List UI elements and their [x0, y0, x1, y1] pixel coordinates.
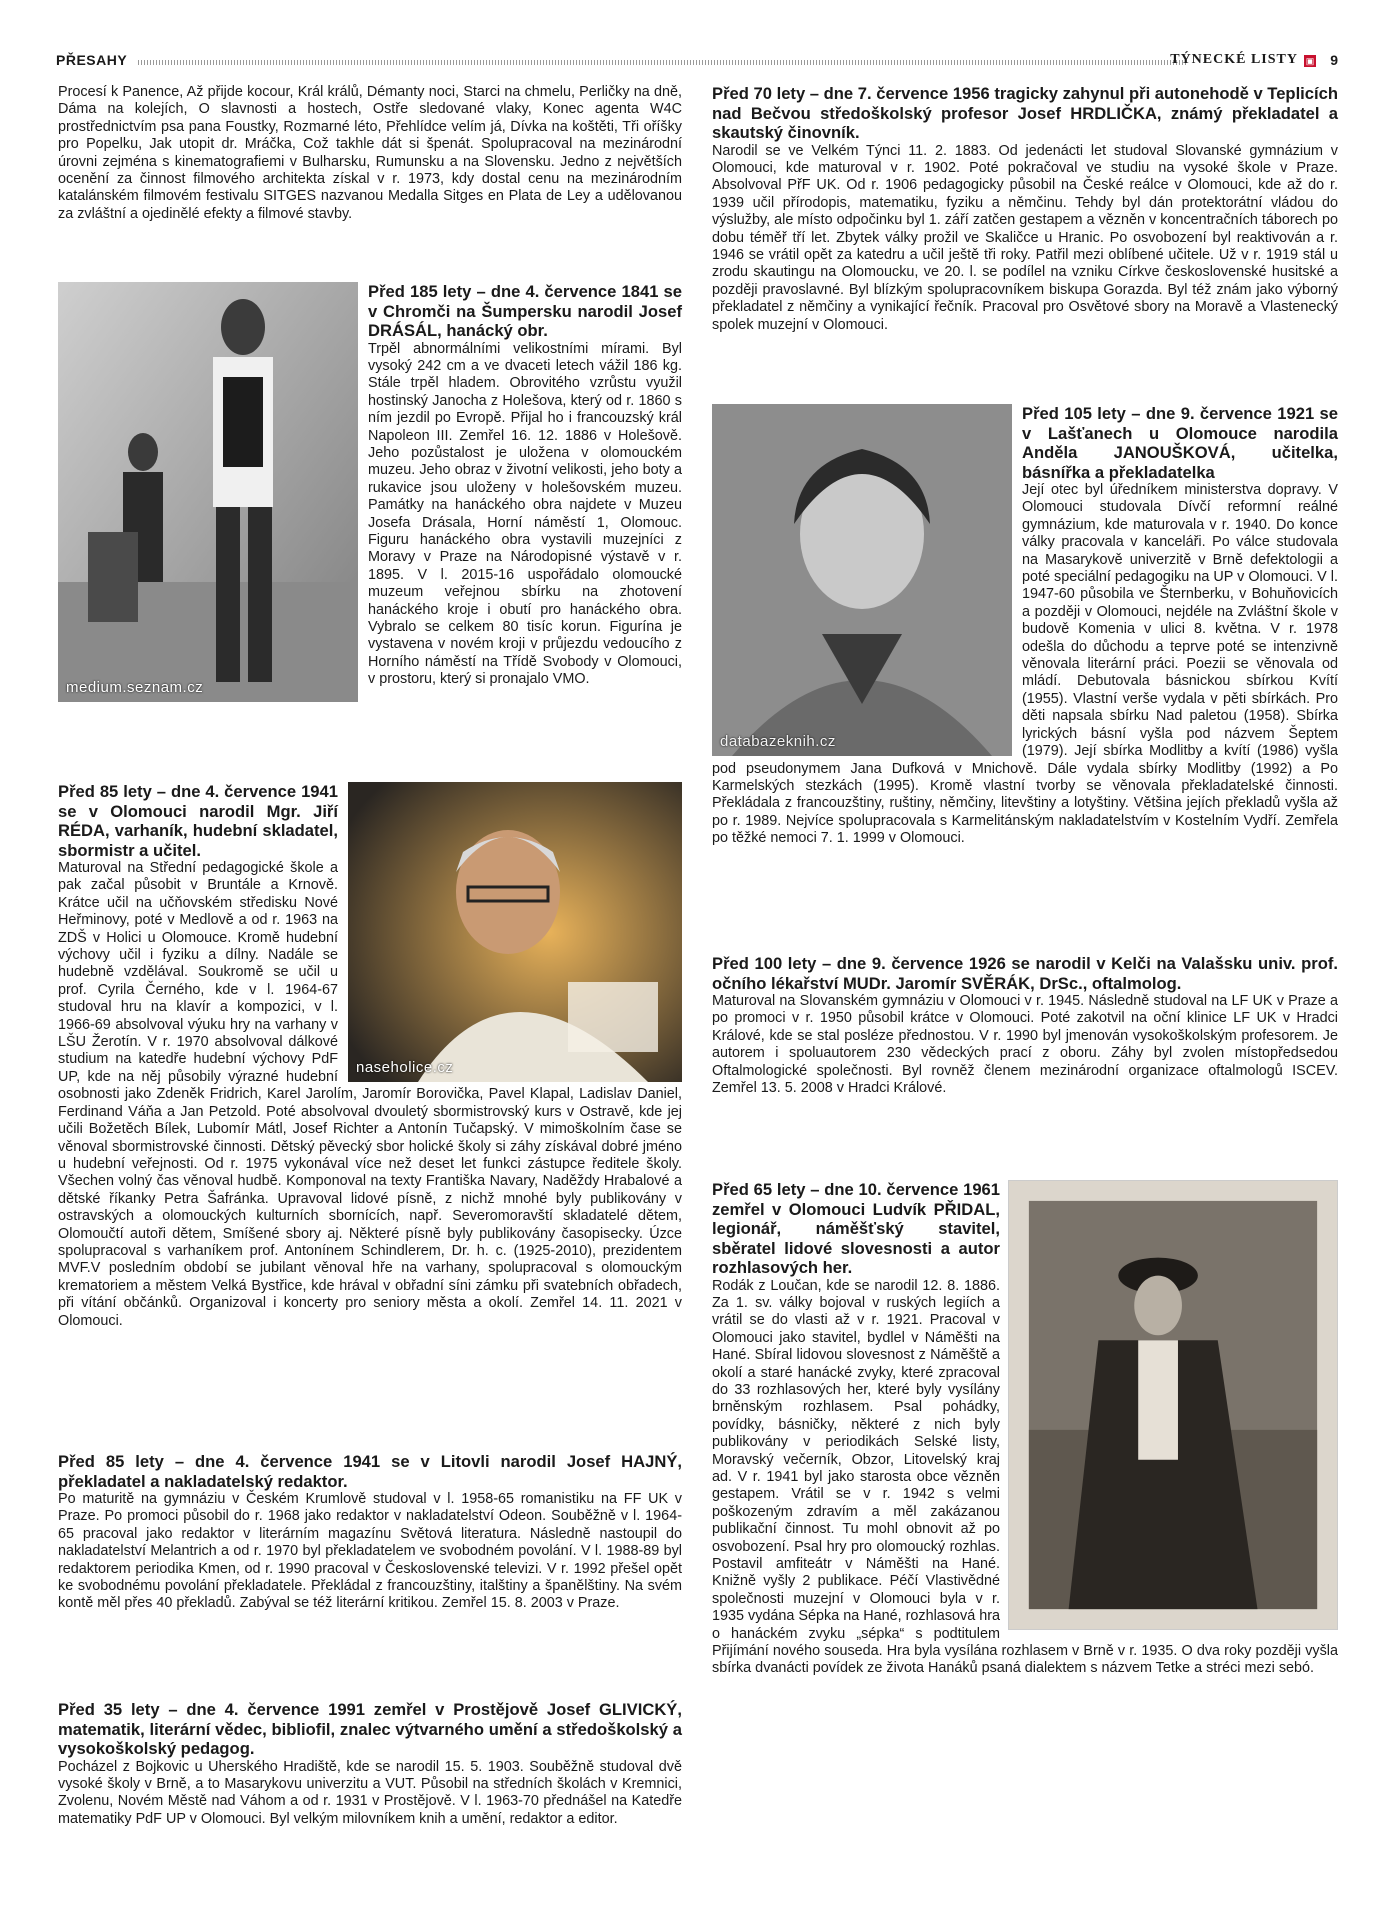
glivicky-text: Pocházel z Bojkovic u Uherského Hradiště, kde se narodil 15. 5. 1903. Souběžně studoval dvě vysoké školy v Brně, a to Masarykovu univerzitu a VUT. Působil na středních školách v Kremnici, Zvolenu, Novém Městě nad Váhom a od r. 1931 v Prostějově. V l. 1963-70 přednášel na Katedře matematiky PdF UP v Olomouci. Byl velkým milovníkem knih a umění, redaktor a editor. — [58, 1758, 682, 1827]
hrdlicka-article — [712, 84, 1338, 334]
drasal-photo — [58, 282, 358, 702]
sverak-article — [712, 954, 1338, 1097]
brand-title: TÝNECKÉ LISTY — [1170, 52, 1298, 67]
sverak-heading: Před 100 lety – dne 9. července 1926 se narodil v Kelči na Valašsku univ. prof. očního lékařství MUDr. Jaromír SVĚRÁK, DrSc., oftalmolog. — [712, 954, 1338, 993]
page-header — [56, 52, 1338, 72]
photo-spacer — [712, 404, 1022, 756]
intro-text: Procesí k Panence, Až přijde kocour, Král králů, Démanty noci, Starci na chmelu, Perličky na dně, Dáma na kolejích, O slavnosti a hostech, Ostře sledované vlaky, Konec agenta W4C prostřednictvím psa pana Foustky, Rozmarné léto, Přehlídce velím já, Dívka na koštěti, Tři oříšky pro Popelku, Jak utopit dr. Mráčka, Což takhle dát si špenát. Spolupracoval na mezinárodní úrovni zejména s kinematografiemi v Bulharsku, Rumunsku a na Slovensku. Jedno z největších ocenění za činnost filmového architekta získal v r. 1973, kdy dostal cenu na mezinárodním katalánském filmovém festivalu SITGES nazvanou Medalla Sitges en Plata de Ley a udělovanou za zvláštní a ojedinělé efekty a filmové stavby. — [58, 84, 682, 222]
janouskova-article — [712, 404, 1338, 848]
hajny-heading: Před 85 lety – dne 4. července 1941 se v Litovli narodil Josef HAJNÝ, překladatel a nakladatelský redaktor. — [58, 1452, 682, 1491]
intro-article — [58, 84, 682, 223]
janouskova-text: Její otec byl úředníkem ministerstva dopravy. V Olomouci studovala Dívčí reformní reálné gymnázium, kde maturovala v r. 1940. Do konce války pracovala v kanceláři. Po válce studovala na Masarykově univerzitě v Brně defektologii a poté speciální pedagogiku na UP v Olomouci. V l. 1947-60 působila ve Šternberku, v Bohuňovicích a později v Olomouci, nejdéle na Zvláštní škole v budově Komenia v ulici 8. května. V r. 1978 odešla do důchodu a teprve poté se intenzivně věnovala literární práci. Poezii se věnovala od mládí. Debutovala básnickou sbírkou Kvítí (1955). Vlastní verše vydala v pěti sbírkách. Pro děti napsala sbírku Nad paletou (1958). Sbírka lyrických básní vyšla pod názvem Šeptem (1979). Její sbírka Modlitby a kvítí (1986) vyšla pod pseudonymem Jana Dufková v Mnichově. Dále vydala sbírky Modlitby (1992) a Po Karmelských stezkách (1995). Kromě vlastní tvorby se věnovala překladatelské činnosti. Překládala z francouzštiny, ruštiny, němčiny, litevštiny a lotyštiny. Většina jejích překladů vyšla až po r. 1989. Nejvíce spolupracovala s Karmelitánským nakladatelstvím v Kostelním Vydří. Zemřela po těžké nemoci 7. 1. 1999 v Olomouci. — [712, 482, 1338, 847]
pridal-text: Rodák z Loučan, kde se narodil 12. 8. 1886. Za 1. sv. války bojoval v ruských legiích a vrátil se do vlasti až v r. 1921. Pracoval v Olomouci jako stavitel, bydlel v Náměšti na Hané. Sbíral lidovou slovesnost z Náměště a okolí a staré hanácké zvyky, které zpracoval do 33 rozhlasových her, které byly vysílány brněnským rozhlasem. Psal pohádky, povídky, básničky, některé z nich byly publikovány v periodikách Selské listy, Moravský večerník, Obzor, Litovelský kraj ad. V r. 1941 byl jako starosta obce vězněn gestapem. Vrátil se v r. 1942 s velmi poškozeným zdravím a měl zakázanou publikační činnost. Tu mohl obnovit až po osvobození. Psal hry pro olomoucký rozhlas. Postavil amfiteátr v Náměšti na Hané. Knižně vyšly 2 publikace. Péčí Vlastivědné společnosti muzejní v Olomouci byla v r. 1935 vydána Sépka na Hané, rozhlasová hra o hanáckém zvyku „sépka“ s podtitulem Přijímání nového souseda. Hra byla vysílána rozhlasem v Brně v r. 1935. O dva roky později vyšla sbírka dvanácti povídek ze života Hanáků psaná dialektem s názvem Tetke a stréci mezi sebó. — [712, 1277, 1338, 1677]
reda-article — [58, 782, 682, 1330]
glivicky-article — [58, 1700, 682, 1828]
reda-photo-credit: naseholice.cz — [356, 1059, 454, 1076]
drasal-photo-image — [58, 282, 358, 702]
drasal-photo-credit: medium.seznam.cz — [66, 679, 204, 696]
header-rule — [138, 60, 1188, 65]
drasal-article — [368, 282, 682, 689]
hrdlicka-text: Narodil se ve Velkém Týnci 11. 2. 1883. Od jedenácti let studoval Slovanské gymnázium v Olomouci, kde maturoval v r. 1902. Poté pokračoval ve studiu na vysoké škole v Praze. Absolvoval PřF UK. Od r. 1906 pedagogicky působil na České reálce v Olomouci, kde až do r. 1939 učil přírodopis, matematiku, fyziku a němčinu. Tehdy byl dán protektorátní vládou do výslužby, ale místo odpočinku byl 1. září zatčen gestapem a vězněn v koncentračních táborech po dobu téměř tří let. Zbytek války prožil ve Skaličce u Hranic. Po osvobození byl reaktivován a r. 1946 se vrátil opět za katedru a učil ještě tři roky. Patřil mezi oblíbené učitele. Už v r. 1919 stál u zrodu skautingu na Olomoucku, ve 20. l. se podílel na vzniku Církve československé husitské a později pravoslavné. Byl blízkým spolupracovníkem biskupa Gorazda. Byl též znám jako výborný překladatel z němčiny a vynikající řečník. Pracoval pro Osvětové sbory na Moravě a Vlastenecký spolek muzejní v Olomouci. — [712, 142, 1338, 333]
photo-spacer — [1000, 1180, 1338, 1630]
hajny-article — [58, 1452, 682, 1613]
hajny-text: Po maturitě na gymnáziu v Českém Krumlově studoval v l. 1958-65 romanistiku na FF UK v Praze. Po promoci působil do r. 1968 jako redaktor v nakladatelství Odeon. Souběžně v l. 1964-65 pracoval jako redaktor v literárním magazínu Světová literatura. Následně nastoupil do nakladatelství Melantrich a od r. 1970 byl překladatelem ve svobodném povolání. V l. 1988-89 byl redaktorem periodika Kmen, od r. 1990 pracoval v Československé televizi. V r. 1992 přešel opět ke svobodnému povolání překladatele. Překládal z francouzštiny, italštiny a španělštiny. Na svém kontě měl přes 40 překladů. Zabýval se též literární kritikou. Zemřel 15. 8. 2003 v Praze. — [58, 1491, 682, 1612]
reda-text: Maturoval na Střední pedagogické škole a pak začal působit v Bruntále a Krnově. Krátce učil na učňovském středisku Nové Heřminovy, poté v Medlově a od r. 1963 na ZDŠ v Holici u Olomouce. Kromě hudební výchovy učil i fyziku a dílny. Nadále se hudebně vzdělával. Soukromě se učil u prof. Cyrila Černého, kde v l. 1964-67 studoval hru na klavír a kompozici, v l. 1966-69 absolvoval výuku hry na varhany v LŠU Žerotín. V r. 1970 absolvoval dálkové studium na katedře hudební výchovy PdF UP, kde na něj působily výrazné hudební osobnosti jako Zdeněk Fridrich, Karel Jarolím, Jaromír Borovička, Pavel Klapal, Ladislav Daniel, Ferdinand Váňa a Jan Petzold. Poté absolvoval dvouletý sbormistrovský kurs v Ostravě, kde jej učili Božetěch Bílek, Lubomír Mátl, Josef Richter a Antonín Tučapský. V mimoškolním čase se věnoval sbormistrovské činnosti. Dětský pěvecký sbor holické školy si záhy získával dobré jméno u hudební veřejnosti. Od r. 1975 vykonával více než deset let funkci zástupce ředitele školy. Všechen volný čas věnoval hudbě. Komponoval na texty Františka Navary, Naděždy Hrabalové a dětské říkanky Petra Šafránka. Upravoval lidové písně, z nichž mnohé byly publikovány v ostravských a olomouckých kulturních sbornících, např. Severomoravští skladatelé dětem, Olomoučtí autoři dětem, Smíšené sbory aj. Některé písně byly publikovány časopisecky. Úzce spolupracoval s varhaníkem prof. Antonínem Schindlerem, Dr. h. c. (1925-2010), prezidentem MVF.V posledním období se jubilant věnoval hře na varhany, spolupracoval s olomouckým krematoriem a městem Velká Bystřice, kde hrával v obřadní síni zámku při svatebních obřadech, při vítání občánků. Organizoval i koncerty pro seniory města a okolí. Zemřel 14. 11. 2021 v Olomouci. — [58, 860, 682, 1329]
glivicky-heading: Před 35 lety – dne 4. července 1991 zemřel v Prostějově Josef GLIVICKÝ, matematik, literární vědec, bibliofil, znalec výtvarného umění a středoškolský a vysokoškolský pedagog. — [58, 1700, 682, 1758]
sverak-text: Maturoval na Slovanském gymnáziu v Olomouci v r. 1945. Následně studoval na LF UK v Praze a po promoci v r. 1950 působil krátce v Olomouci. Poté zakotvil na oční klinice LF UK v Hradci Králové, kde se stal posléze přednostou. V r. 1990 byl jmenován vysokoškolským profesorem. Je autorem i spoluautorem 230 vědeckých prací z oboru. Záhy byl zvolen místopředsedou Oftalmologické společnosti. Byl rovněž členem mezinárodní organizace oftalmologů ISCEV. Zemřel 13. 5. 2008 v Hradci Králové. — [712, 993, 1338, 1097]
pridal-article — [712, 1180, 1338, 1678]
reda-heading: Před 85 lety – dne 4. července 1941 se v Olomouci narodil Mgr. Jiří RÉDA, varhaník, hudební skladatel, sbormistr a učitel. — [58, 782, 338, 860]
janouskova-photo-credit: databazeknih.cz — [720, 733, 836, 750]
pridal-heading: Před 65 lety – dne 10. července 1961 zemřel v Olomouci Ludvík PŘIDAL, legionář, náměšťský stavitel, sběratel lidové slovesnosti a autor rozhlasových her. — [712, 1180, 1000, 1277]
brand-logo-icon: ▣ — [1305, 56, 1315, 66]
drasal-text: Trpěl abnormálními velikostními mírami. Byl vysoký 242 cm a ve dvaceti letech vážil 186 kg. Stále trpěl hladem. Obrovitého vzrůstu využil hostinský Janocha z Holešova, který od r. 1860 s ním jezdil po Evropě. Přijal ho i francouzský král Napoleon III. Zemřel 16. 12. 1886 v Holešově. Jeho pozůstalost je uložena v olomouckém muzeu. Jeho obraz v životní velikosti, jeho boty a rukavice jsou uloženy v holešovském muzeu. Památky na hanáckého obra najdete v Muzeu Josefa Drásala, Horní náměstí 1, Olomouc. Figuru hanáckého obra vystavili muzejníci z Moravy v Praze na Národopisné výstavě v r. 1895. V l. 2015-16 uspořádalo olomoucké muzeum veřejnou sbírku na zhotovení hanáckého kroje i obutí pro hanáckého obra. Vybralo se celkem 80 tisíc korun. Figurína je vystavena v novém kroji v průjezdu vedoucího z Horního náměstí na Třídě Svobody v Olomouci, v prostoru, který si pronajalo VMO. — [368, 340, 682, 688]
janouskova-heading: Před 105 lety – dne 9. července 1921 se v Lašťanech u Olomouce narodila Anděla JANOUŠKOVÁ, učitelka, básnířka a překladatelka — [1022, 404, 1338, 482]
section-title: PŘESAHY — [56, 52, 128, 68]
photo-spacer — [338, 782, 682, 1082]
page-number: 9 — [1330, 52, 1338, 68]
drasal-heading: Před 185 lety – dne 4. července 1841 se v Chromči na Šumpersku narodil Josef DRÁSÁL, hanácký obr. — [368, 282, 682, 340]
hrdlicka-heading: Před 70 lety – dne 7. července 1956 tragicky zahynul při autonehodě v Teplicích nad Bečvou středoškolský profesor Josef HRDLIČKA, známý překladatel a skautský činovník. — [712, 84, 1338, 142]
